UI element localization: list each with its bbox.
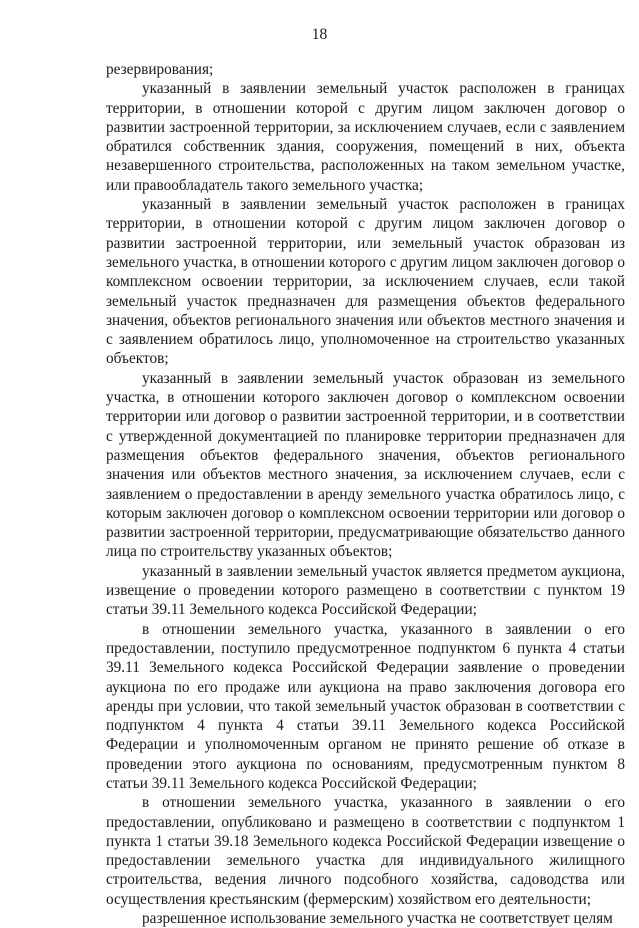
- paragraph-3: указанный в заявлении земельный участок образован из земельного участка, в отношении которого заключен договор о комплексном освоении территории или договор о развитии застроенной территории, и в соответствии с утвержденной документацией по планировке территории предназначен для размещения объектов федерального значения, объектов регионального значения или объектов местного значения, за исключением случаев, если с заявлением о предоставлении в аренду земельного участка обратилось лицо, с которым заключен договор о комплексном освоении территории или договор о развитии застроенной территории, предусматривающие обязательство данного лица по строительству указанных объектов;: [106, 369, 625, 561]
- paragraph-1: указанный в заявлении земельный участок расположен в границах территории, в отношении которой с другим лицом заключен договор о развитии застроенной территории, за исключением случаев, если с заявлением обратился собственник здания, сооружения, помещений в них, объекта незавершенного строительства, расположенных на таком земельном участке, или правообладатель такого земельного участка;: [106, 80, 625, 194]
- page-number: 18: [311, 26, 328, 43]
- paragraph-6: в отношении земельного участка, указанного в заявлении о его предоставлении, опубликовано и размещено в соответствии с подпунктом 1 пункта 1 статьи 39.18 Земельного кодекса Российской Федерации извещение о предоставлении земельного участка для индивидуального жилищного строительства, ведения личного подсобного хозяйства, садоводства или осуществления крестьянским (фермерским) хозяйством его деятельности;: [106, 794, 625, 908]
- paragraph-4: указанный в заявлении земельный участок является предметом аукциона, извещение о проведении которого размещено в соответствии с пунктом 19 статьи 39.11 Земельного кодекса Российской Федерации;: [106, 562, 625, 619]
- paragraph-5: в отношении земельного участка, указанного в заявлении о его предоставлении, поступило предусмотренное подпунктом 6 пункта 4 статьи 39.11 Земельного кодекса Российской Федерации заявление о проведении аукциона по его продаже или аукциона на право заключения договора его аренды при условии, что такой земельный участок образован в соответствии с подпунктом 4 пункта 4 статьи 39.11 Земельного кодекса Российской Федерации и уполномоченным органом не принято решение об отказе в проведении этого аукциона по основаниям, предусмотренным пунктом 8 статьи 39.11 Земельного кодекса Российской Федерации;: [106, 620, 625, 792]
- document-body: [106, 60, 625, 928]
- paragraph-continuation: резервирования;: [106, 61, 214, 78]
- paragraph-2: указанный в заявлении земельный участок расположен в границах территории, в отношении которой с другим лицом заключен договор о развитии застроенной территории, или земельный участок образован из земельного участка, в отношении которого с другим лицом заключен договор о комплексном освоении территории, за исключением случаев, если такой земельный участок предназначен для размещения объектов федерального значения, объектов регионального значения или объектов местного значения и с заявлением обратилось лицо, уполномоченное на строительство указанных объектов;: [106, 196, 625, 368]
- paragraph-7: разрешенное использование земельного участка не соответствует целям: [142, 910, 613, 928]
